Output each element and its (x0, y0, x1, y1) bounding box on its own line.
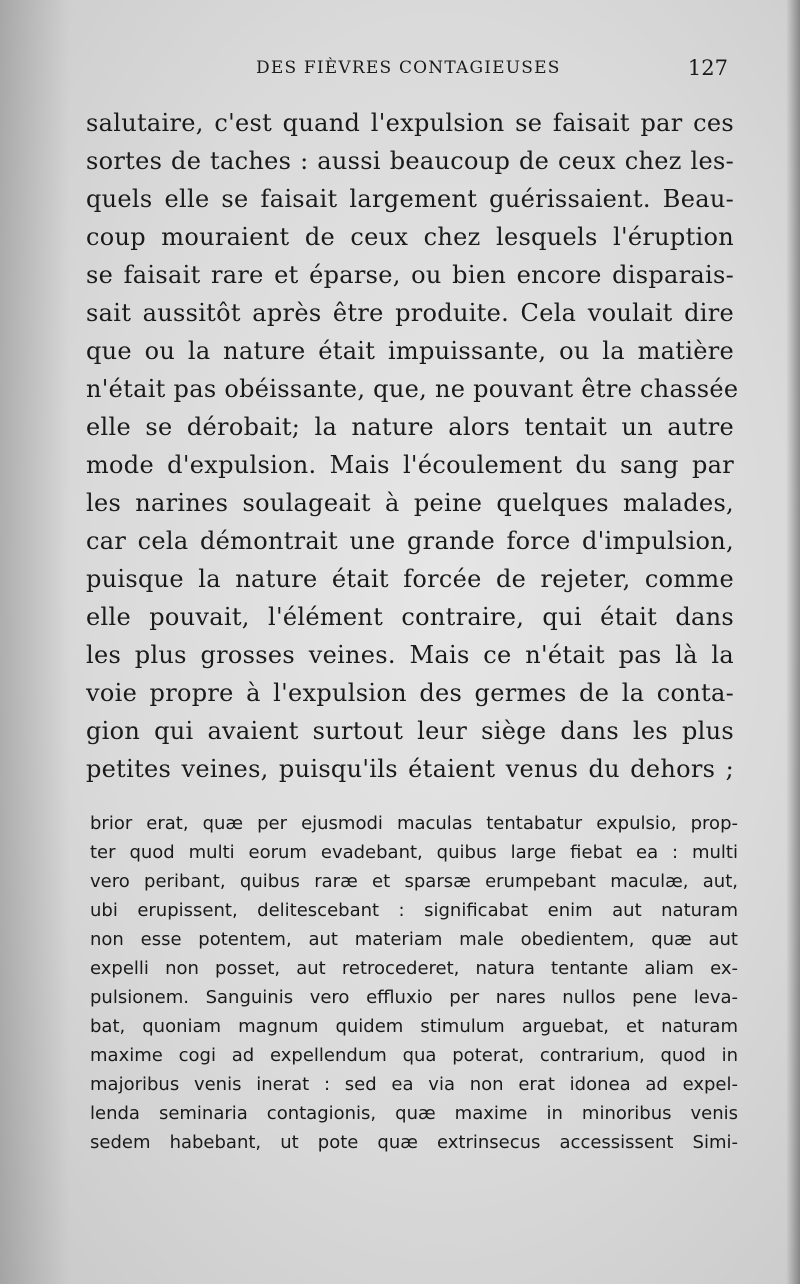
text-line: sait aussitôt après être produite. Cela voulait dire (86, 299, 734, 327)
latin-original-text (90, 809, 738, 1157)
running-title: DES FIÈVRES CONTAGIEUSES (256, 58, 561, 78)
text-line: voie propre à l'expulsion des germes de la conta- (86, 679, 734, 707)
text-line: sortes de taches : aussi beaucoup de ceux chez les- (86, 147, 734, 175)
latin-line: ter quod multi eorum evadebant, quibus large fiebat ea : multi (90, 842, 738, 863)
running-head (86, 56, 734, 86)
latin-line: expelli non posset, aut retrocederet, natura tentante aliam ex- (90, 958, 738, 979)
latin-line: brior erat, quæ per ejusmodi maculas tentabatur expulsio, prop- (90, 813, 738, 834)
text-line: les plus grosses veines. Mais ce n'était pas là la (86, 641, 734, 669)
latin-line: ubi erupissent, delitescebant : significabat enim aut naturam (90, 900, 738, 921)
text-line: quels elle se faisait largement guérissaient. Beau- (86, 185, 734, 213)
text-line: coup mouraient de ceux chez lesquels l'éruption (86, 223, 734, 251)
text-line: que ou la nature était impuissante, ou la matière (86, 337, 734, 365)
latin-line: vero peribant, quibus raræ et sparsæ erumpebant maculæ, aut, (90, 871, 738, 892)
latin-line: pulsionem. Sanguinis vero effluxio per nares nullos pene leva- (90, 987, 738, 1008)
text-line: se faisait rare et éparse, ou bien encore disparais- (86, 261, 734, 289)
latin-line: lenda seminaria contagionis, quæ maxime in minoribus venis (90, 1103, 738, 1124)
text-line: car cela démontrait une grande force d'impulsion, (86, 527, 734, 555)
text-line: les narines soulageait à peine quelques malades, (86, 489, 734, 517)
text-line: mode d'expulsion. Mais l'écoulement du sang par (86, 451, 734, 479)
latin-line: majoribus venis inerat : sed ea via non erat idonea ad expel- (90, 1074, 738, 1095)
text-line: n'était pas obéissante, que, ne pouvant être chassée (86, 375, 739, 403)
latin-line: non esse potentem, aut materiam male obedientem, quæ aut (90, 929, 738, 950)
text-line: petites veines, puisqu'ils étaient venus du dehors ; (86, 755, 734, 783)
text-line: gion qui avaient surtout leur siège dans les plus (86, 717, 734, 745)
latin-line: maxime cogi ad expellendum qua poterat, contrarium, quod in (90, 1045, 738, 1066)
text-line: elle pouvait, l'élément contraire, qui était dans (86, 603, 734, 631)
french-translation-text (86, 104, 739, 788)
page-number: 127 (687, 56, 728, 80)
text-line: puisque la nature était forcée de rejeter, comme (86, 565, 734, 593)
text-line: salutaire, c'est quand l'expulsion se faisait par ces (86, 109, 734, 137)
text-line: elle se dérobait; la nature alors tentait un autre (86, 413, 734, 441)
latin-line: bat, quoniam magnum quidem stimulum arguebat, et naturam (90, 1016, 738, 1037)
latin-line: sedem habebant, ut pote quæ extrinsecus accessissent Simi- (90, 1132, 738, 1153)
